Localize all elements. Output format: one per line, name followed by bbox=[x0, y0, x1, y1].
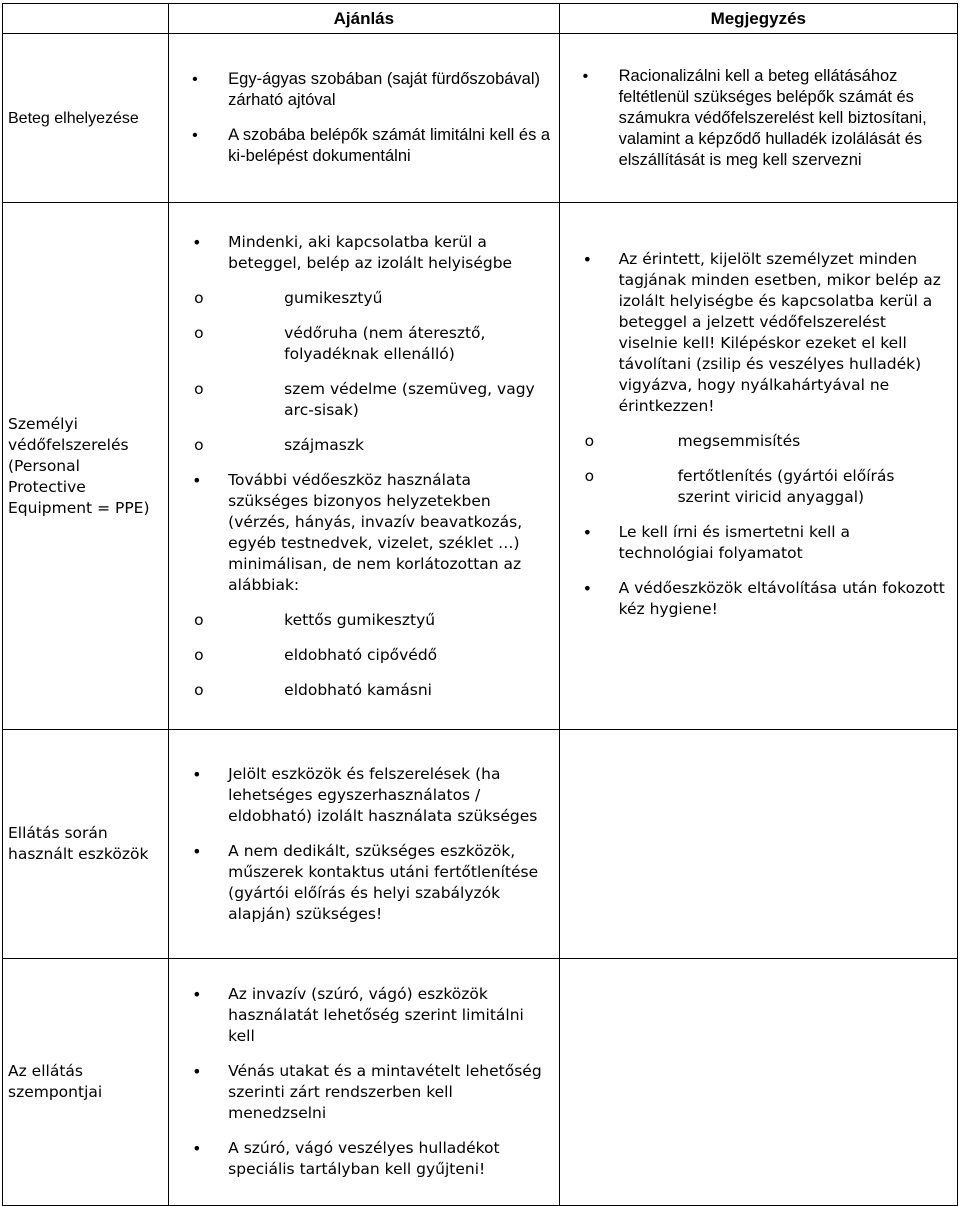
sub-list-item: o gumikesztyű bbox=[169, 288, 550, 309]
recommendation-list bbox=[169, 984, 550, 1180]
list-item: • Egy-ágyas szobában (saját fürdőszobával) zárható ajtóval bbox=[169, 69, 550, 111]
list-item: • A védőeszközök eltávolítása után fokozott kéz hygiene! bbox=[560, 578, 949, 620]
sub-list-item: o szem védelme (szemüveg, vagy arc-sisak) bbox=[169, 379, 550, 421]
list-item: • A szúró, vágó veszélyes hulladékot speciális tartályban kell gyűjteni! bbox=[169, 1138, 550, 1180]
sub-list-item: o szájmaszk bbox=[169, 435, 550, 456]
row-label: Az ellátás szempontjai bbox=[3, 959, 169, 1206]
sub-list-item: o kettős gumikesztyű bbox=[169, 610, 550, 631]
list-item: • Az invazív (szúró, vágó) eszközök használatát lehetőség szerint limitálni kell bbox=[169, 984, 550, 1047]
row-ppe bbox=[3, 203, 958, 730]
list-item: • A nem dedikált, szükséges eszközök, műszerek kontaktus utáni fertőtlenítése (gyártói előírás és helyi szabályzók alapján) szükséges! bbox=[169, 841, 550, 925]
notes-cell-empty bbox=[559, 959, 957, 1206]
header-empty-cell bbox=[3, 4, 169, 34]
sub-list bbox=[169, 610, 550, 701]
list-item bbox=[560, 249, 949, 508]
sub-list-item: o eldobható cipővédő bbox=[169, 645, 550, 666]
notes-cell-empty bbox=[559, 730, 957, 959]
notes-list bbox=[560, 249, 949, 620]
list-item: • Jelölt eszközök és felszerelések (ha lehetséges egyszerhasználatos / eldobható) izolált használata szükséges bbox=[169, 764, 550, 827]
sub-list bbox=[169, 288, 550, 456]
header-recommendation: Ajánlás bbox=[169, 4, 559, 34]
row-equipment bbox=[3, 730, 958, 959]
guidelines-table bbox=[2, 3, 958, 1206]
sub-list-item: o megsemmisítés bbox=[560, 431, 949, 452]
notes-list bbox=[560, 66, 949, 171]
notes-cell bbox=[559, 203, 957, 730]
recommendation-cell bbox=[169, 34, 559, 203]
list-item-text: • További védőeszköz használata szükséges bizonyos helyzetekben (vérzés, hányás, invazív beavatkozás, egyéb testnedvek, vizelet, széklet …) minimálisan, de nem korlátozottan az alábbiak: bbox=[228, 470, 523, 594]
row-label: Ellátás során használt eszközök bbox=[3, 730, 169, 959]
list-item-text: • Az érintett, kijelölt személyzet minden tagjának minden esetben, mikor belép az izolált helyiségbe és kapcsolatba kerül a beteggel a jelzett védőfelszerelést viselnie kell! Kilépéskor ezeket el kell távolítani (zsilip és veszélyes hulladék) vigyázva, hogy nyálkahártyával ne érintkezzen! bbox=[618, 250, 941, 415]
row-patient-placement bbox=[3, 34, 958, 203]
recommendation-list bbox=[169, 764, 550, 925]
recommendation-list bbox=[169, 69, 550, 167]
recommendation-cell bbox=[169, 730, 559, 959]
list-item bbox=[169, 470, 550, 701]
header-notes: Megjegyzés bbox=[559, 4, 957, 34]
list-item: • Racionalizálni kell a beteg ellátásához feltétlenül szükséges belépők számát és számukra védőfelszerelést kell biztosítani, valamint a képződő hulladék izolálását és elszállítását is meg kell szervezni bbox=[560, 66, 949, 171]
list-item: • A szobába belépők számát limitálni kell és a ki-belépést dokumentálni bbox=[169, 125, 550, 167]
list-item-text: • Mindenki, aki kapcsolatba kerül a beteggel, belép az izolált helyiségbe bbox=[228, 232, 513, 272]
row-care-aspects bbox=[3, 959, 958, 1206]
sub-list bbox=[560, 431, 949, 508]
row-label: Beteg elhelyezése bbox=[3, 34, 169, 203]
notes-cell bbox=[559, 34, 957, 203]
recommendation-list bbox=[169, 232, 550, 701]
sub-list-item: o fertőtlenítés (gyártói előírás szerint viricid anyaggal) bbox=[560, 466, 949, 508]
list-item: • Vénás utakat és a mintavételt lehetőség szerinti zárt rendszerben kell menedzselni bbox=[169, 1061, 550, 1124]
row-label: Személyi védőfelszerelés (Personal Protective Equipment = PPE) bbox=[3, 203, 169, 730]
sub-list-item: o eldobható kamásni bbox=[169, 680, 550, 701]
list-item: • Le kell írni és ismertetni kell a technológiai folyamatot bbox=[560, 522, 949, 564]
recommendation-cell bbox=[169, 959, 559, 1206]
recommendation-cell bbox=[169, 203, 559, 730]
sub-list-item: o védőruha (nem áteresztő, folyadéknak ellenálló) bbox=[169, 323, 550, 365]
list-item bbox=[169, 232, 550, 456]
header-row bbox=[3, 4, 958, 34]
